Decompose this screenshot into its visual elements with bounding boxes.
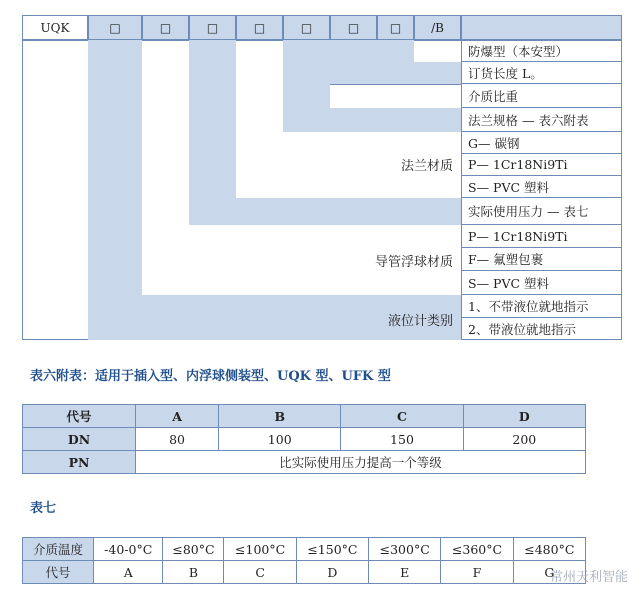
- table-cell: A: [136, 405, 219, 428]
- bar-flange-spec: [283, 108, 461, 132]
- table-cell: 代号: [23, 561, 94, 584]
- header-cell-5: □: [283, 15, 330, 40]
- col-1: [88, 40, 142, 340]
- desc-medium-density: 介质比重: [461, 84, 622, 108]
- table-cell: ≤360°C: [441, 538, 513, 561]
- header-cell-3: □: [189, 15, 236, 40]
- header-cell-suffix: /B: [414, 15, 461, 40]
- header-cell-4: □: [236, 15, 283, 40]
- table-row: [23, 428, 586, 451]
- table-cell: ≤150°C: [296, 538, 368, 561]
- desc-flange-stainless: P— 1Cr18Ni9Ti: [461, 154, 622, 176]
- table-cell: E: [369, 561, 441, 584]
- divider: [330, 84, 461, 85]
- table6: [22, 404, 586, 474]
- desc-flange-carbon-steel: G— 碳钢: [461, 132, 622, 154]
- col-3: [189, 40, 236, 225]
- table-cell: G: [513, 561, 585, 584]
- table-cell: A: [94, 561, 163, 584]
- table7: [22, 537, 586, 584]
- header-cell-2: □: [142, 15, 189, 40]
- desc-flange-spec: 法兰规格 — 表六附表: [461, 108, 622, 132]
- table-cell: -40-0°C: [94, 538, 163, 561]
- group-label-flange-material: 法兰材质: [400, 159, 453, 174]
- desc-float-fluoroplastic: F— 氟塑包裹: [461, 248, 622, 271]
- desc-flange-pvc: S— PVC 塑料: [461, 176, 622, 198]
- bar-pressure: [236, 198, 461, 225]
- table-cell: B: [219, 405, 341, 428]
- table6-caption: 表六附表：适用于插入型、内浮球侧装型、UQK 型、UFK 型: [30, 369, 391, 384]
- header-cell-7: □: [377, 15, 414, 40]
- table-row: [23, 451, 586, 474]
- desc-float-stainless: P— 1Cr18Ni9Ti: [461, 225, 622, 248]
- table-row: [23, 405, 586, 428]
- col-6: [330, 40, 377, 84]
- bar-explosion-proof: [377, 40, 414, 62]
- table-cell: ≤100°C: [224, 538, 296, 561]
- table-cell: C: [341, 405, 463, 428]
- desc-explosion-proof: 防爆型（本安型）: [461, 40, 622, 62]
- header-cell-blank: [461, 15, 622, 40]
- table-cell: ≤300°C: [369, 538, 441, 561]
- desc-with-local-indicator: 2、带液位就地指示: [461, 318, 622, 340]
- group-label-level-type: 液位计类别: [387, 314, 453, 329]
- table-cell: D: [296, 561, 368, 584]
- header-cell-1: □: [88, 15, 142, 40]
- table-cell: 代号: [23, 405, 136, 428]
- table-cell: C: [224, 561, 296, 584]
- table-row: [23, 538, 586, 561]
- table-cell: F: [441, 561, 513, 584]
- table-cell: B: [163, 561, 224, 584]
- table-cell: ≤480°C: [513, 538, 585, 561]
- table7-caption: 表七: [30, 501, 57, 516]
- desc-float-pvc: S— PVC 塑料: [461, 271, 622, 295]
- table-row: [23, 561, 586, 584]
- watermark: 常州天利智能: [549, 570, 628, 585]
- desc-no-local-indicator: 1、不带液位就地指示: [461, 295, 622, 318]
- table-cell: 200: [463, 428, 585, 451]
- header-cell-uqk: UQK: [22, 15, 88, 40]
- table-cell: D: [463, 405, 585, 428]
- desc-pressure: 实际使用压力 — 表七: [461, 198, 622, 225]
- group-label-float-material: 导管浮球材质: [374, 255, 453, 270]
- table-cell: ≤80°C: [163, 538, 224, 561]
- desc-order-length: 订货长度 L。: [461, 62, 622, 84]
- bar-order-length: [377, 62, 461, 84]
- header-cell-6: □: [330, 15, 377, 40]
- table-cell: 80: [136, 428, 219, 451]
- table-cell: 150: [341, 428, 463, 451]
- table-cell: 比实际使用压力提高一个等级: [136, 451, 586, 474]
- table-cell: PN: [23, 451, 136, 474]
- table-cell: 100: [219, 428, 341, 451]
- table-cell: 介质温度: [23, 538, 94, 561]
- table-cell: DN: [23, 428, 136, 451]
